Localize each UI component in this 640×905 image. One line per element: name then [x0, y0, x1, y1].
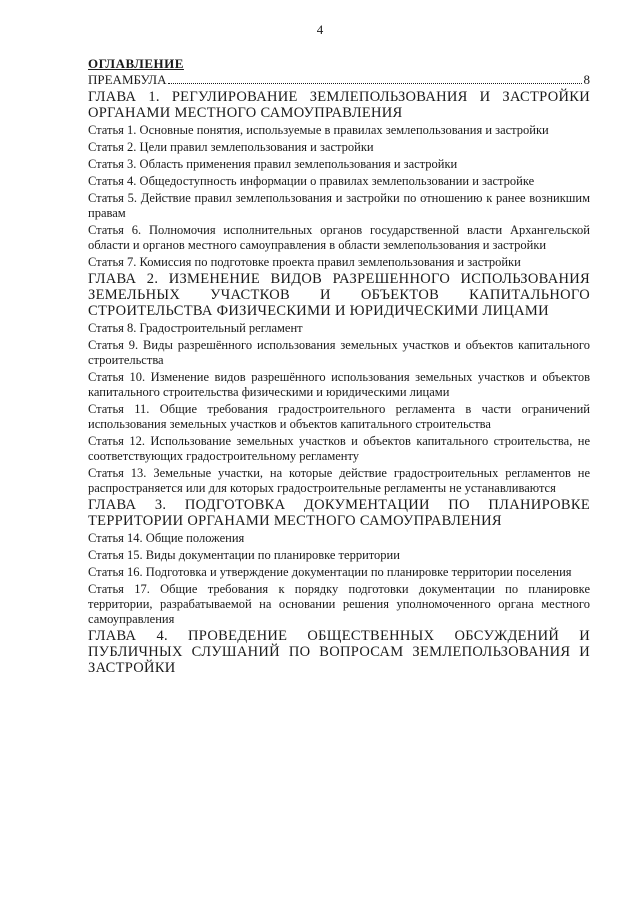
- dot-leader: [168, 83, 581, 84]
- toc-preamble: [88, 72, 590, 88]
- toc-article: Статья 13. Земельные участки, на которые действие градостроительных регламентов не распространяется или для которых градостроительные регламенты не устанавливаются: [88, 466, 590, 495]
- toc-article: Статья 6. Полномочия исполнительных органов государственной власти Архангельской области и органов местного самоуправления в области землепользования и застройки: [88, 223, 590, 252]
- toc-article: Статья 14. Общие положения: [88, 531, 245, 545]
- toc-chapter: ГЛАВА 1. РЕГУЛИРОВАНИЕ ЗЕМЛЕПОЛЬЗОВАНИЯ И ЗАСТРОЙКИ ОРГАНАМИ МЕСТНОГО САМОУПРАВЛЕНИЯ: [88, 89, 590, 121]
- toc-article: Статья 10. Изменение видов разрешённого использования земельных участков и объектов капитального строительства физическими и юридическими лицами: [88, 370, 590, 399]
- preamble-label: ПРЕАМБУЛА: [88, 72, 167, 87]
- toc-article: Статья 16. Подготовка и утверждение документации по планировке территории поселения: [88, 565, 572, 579]
- table-of-contents: [88, 56, 590, 676]
- toc-article: Статья 8. Градостроительный регламент: [88, 321, 303, 335]
- toc-article: Статья 12. Использование земельных участков и объектов капитального строительства, не соответствующих градостроительному регламенту: [88, 434, 590, 463]
- toc-article: Статья 2. Цели правил землепользования и застройки: [88, 140, 374, 154]
- preamble-page: 8: [583, 72, 590, 87]
- page-number: 4: [316, 22, 324, 37]
- toc-chapter: ГЛАВА 2. ИЗМЕНЕНИЕ ВИДОВ РАЗРЕШЕННОГО ИСПОЛЬЗОВАНИЯ ЗЕМЕЛЬНЫХ УЧАСТКОВ И ОБЪЕКТОВ КАПИТАЛЬНОГО СТРОИТЕЛЬСТВА ФИЗИЧЕСКИМИ И ЮРИДИЧЕСКИМИ ЛИЦАМИ: [88, 271, 590, 319]
- toc-article: Статья 4. Общедоступность информации о правилах землепользовании и застройке: [88, 174, 535, 188]
- toc-article: Статья 7. Комиссия по подготовке проекта правил землепользования и застройки: [88, 255, 521, 269]
- toc-entries: [88, 89, 590, 676]
- toc-article: Статья 1. Основные понятия, используемые в правилах землепользования и застройки: [88, 123, 549, 137]
- toc-article: Статья 17. Общие требования к порядку подготовки документации по планировке территории, разрабатываемой на основании решения уполномоченного органа местного самоуправления: [88, 582, 590, 626]
- toc-article: Статья 11. Общие требования градостроительного регламента в части ограничений использования земельных участков и объектов капитального строительства: [88, 402, 590, 431]
- toc-article: Статья 5. Действие правил землепользования и застройки по отношению к ранее возникшим правам: [88, 191, 590, 220]
- toc-chapter: ГЛАВА 4. ПРОВЕДЕНИЕ ОБЩЕСТВЕННЫХ ОБСУЖДЕНИЙ И ПУБЛИЧНЫХ СЛУШАНИЙ ПО ВОПРОСАМ ЗЕМЛЕПОЛЬЗОВАНИЯ И ЗАСТРОЙКИ: [88, 628, 590, 676]
- toc-article: Статья 15. Виды документации по планировке территории: [88, 548, 400, 562]
- toc-article: Статья 9. Виды разрешённого использования земельных участков и объектов капитального строительства: [88, 338, 590, 367]
- toc-chapter: ГЛАВА 3. ПОДГОТОВКА ДОКУМЕНТАЦИИ ПО ПЛАНИРОВКЕ ТЕРРИТОРИИ ОРГАНАМИ МЕСТНОГО САМОУПРАВЛЕНИЯ: [88, 497, 590, 529]
- toc-heading: ОГЛАВЛЕНИЕ: [88, 56, 184, 71]
- toc-article: Статья 3. Область применения правил землепользования и застройки: [88, 157, 458, 171]
